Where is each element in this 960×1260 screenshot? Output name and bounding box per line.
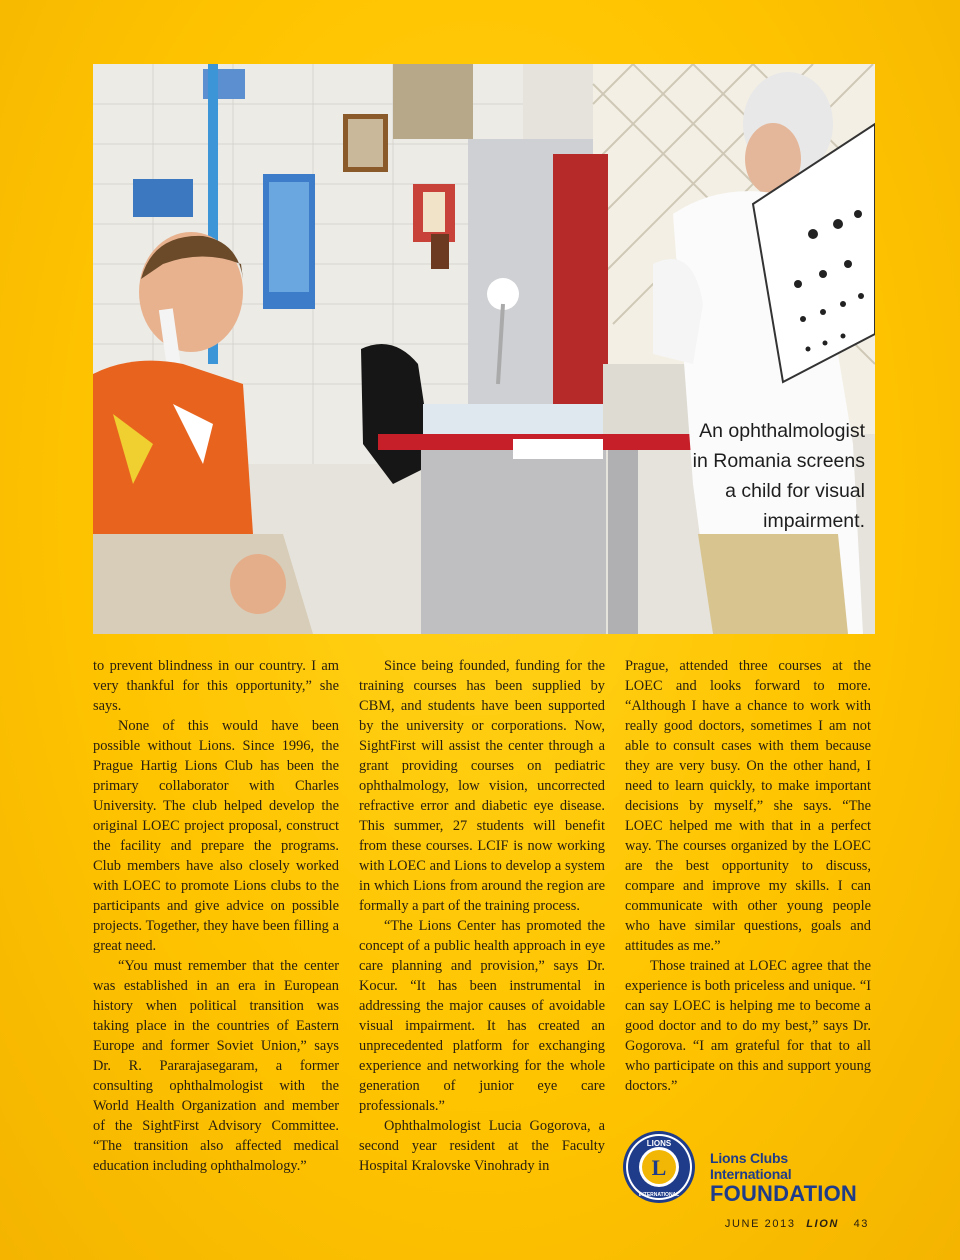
page-footer [725, 1218, 869, 1230]
issue-date: JUNE 2013 [724, 1218, 796, 1230]
text-column-1 [93, 656, 339, 1176]
svg-text:L: L [651, 1155, 667, 1180]
logo-line-2: FOUNDATION [710, 1181, 858, 1206]
paragraph: “The Lions Center has promoted the concept of a public health approach in eye care planning and provision,” says Dr. Kocur. “It has been instrumental in addressing the major causes of avoidable visual impairment. It has created an unprecedented platform for exchanging experience and networking for the whole generation of junior eye care professionals.” [359, 918, 605, 1114]
logo-line-1: Lions Clubs International [710, 1150, 792, 1182]
lcif-logo [622, 1130, 872, 1206]
magazine-name: LION [806, 1218, 839, 1230]
photo-illustration [93, 64, 875, 634]
paragraph: Prague, attended three courses at the LOEC and looks forward to more. “Although I have a chance to work with really good doctors, sometimes I am not able to consult cases with them because they are very busy. On the other hand, I need to learn quickly, to make important decisions by myself,” she says. “The LOEC helped me with that in a perfect way. The courses organized by the LOEC are the best opportunity to discuss, compare and improve my skills. I can communicate with other young people who have similar questions, goals and attitudes as me.” [625, 658, 871, 954]
paragraph: Ophthalmologist Lucia Gogorova, a second year resident at the Faculty Hospital Kralovske Vinohrady in [359, 1118, 605, 1174]
lions-seal-icon [622, 1130, 696, 1204]
page-number: 43 [853, 1218, 869, 1230]
paragraph: to prevent blindness in our country. I am very thankful for this opportunity,” she says. [93, 658, 339, 714]
photo [93, 64, 875, 634]
paragraph: “You must remember that the center was established in an era in European history when political transition was taking place in the countries of Eastern Europe and former Soviet Union,” says Dr. R. Pararajasegaram, a former consulting ophthalmologist with the World Health Organization and member of the SightFirst Advisory Committee. “The transition also affected medical education including ophthalmology.” [93, 958, 339, 1174]
svg-text:LIONS: LIONS [646, 1139, 672, 1148]
paragraph: Since being founded, funding for the training courses has been supplied by CBM, and students have been supported by the university or corporations. Now, SightFirst will assist the center through a grant providing courses on pediatric ophthalmology, low vision, uncorrected refractive error and diabetic eye disease. This summer, 27 students will benefit from these courses. LCIF is now working with LOEC and Lions to develop a system in which Lions from around the region are formally a part of the training process. [359, 658, 605, 914]
svg-text:INTERNATIONAL: INTERNATIONAL [638, 1192, 680, 1198]
text-column-2 [359, 656, 605, 1176]
paragraph: Those trained at LOEC agree that the experience is both priceless and unique. “I can say LOEC is helping me to become a good doctor and to do my best,” says Dr. Gogorova. “I am grateful for that to all who participate on this and support young doctors.” [625, 958, 871, 1094]
caption-line: impairment. [763, 510, 865, 532]
text-column-3 [625, 656, 871, 1096]
caption-line: in Romania screens [692, 450, 865, 472]
photo-caption [635, 416, 865, 536]
paragraph: None of this would have been possible without Lions. Since 1996, the Prague Hartig Lions Club has been the primary collaborator with Charles University. The club helped develop the original LOEC project proposal, construct the facility and prepare the programs. Club members have also closely worked with LOEC to promote Lions clubs to the participants and give advice on possible projects. Together, they have been filling a great need. [93, 718, 339, 954]
caption-line: An ophthalmologist [699, 420, 865, 442]
caption-line: a child for visual [725, 480, 865, 502]
logo-wordmark [710, 1150, 872, 1206]
